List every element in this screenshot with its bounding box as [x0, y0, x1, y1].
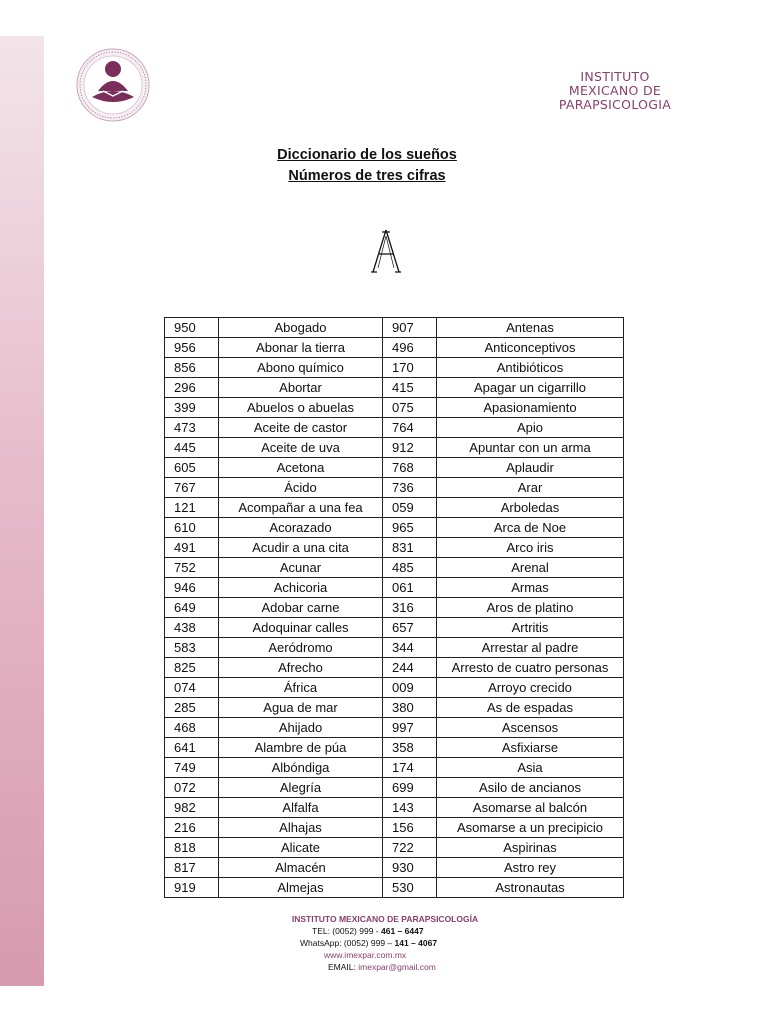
entry-number: 344	[383, 638, 437, 658]
table-row	[165, 478, 624, 498]
entry-number: 316	[383, 598, 437, 618]
table-row	[165, 318, 624, 338]
table-row	[165, 658, 624, 678]
footer-email: EMAIL: imexpar@gmail.com	[328, 962, 436, 972]
entry-number: 583	[165, 638, 219, 658]
entry-number: 156	[383, 818, 437, 838]
entry-number: 075	[383, 398, 437, 418]
title-line-2: Números de tres cifras	[288, 168, 446, 184]
entry-number: 930	[383, 858, 437, 878]
entry-number: 907	[383, 318, 437, 338]
entry-number: 438	[165, 618, 219, 638]
entry-word: Apasionamiento	[437, 398, 624, 418]
entry-number: 767	[165, 478, 219, 498]
table-row	[165, 338, 624, 358]
document-title	[232, 145, 502, 187]
table-row	[165, 438, 624, 458]
entry-word: Antibióticos	[437, 358, 624, 378]
entry-word: Ahijado	[219, 718, 383, 738]
entry-number: 496	[383, 338, 437, 358]
entry-word: Asilo de ancianos	[437, 778, 624, 798]
table-row	[165, 558, 624, 578]
entry-word: Asia	[437, 758, 624, 778]
table-row	[165, 458, 624, 478]
entry-number: 174	[383, 758, 437, 778]
entry-word: Albóndiga	[219, 758, 383, 778]
entry-word: África	[219, 678, 383, 698]
entry-word: Alfalfa	[219, 798, 383, 818]
entry-number: 473	[165, 418, 219, 438]
entry-word: Abono químico	[219, 358, 383, 378]
entry-number: 768	[383, 458, 437, 478]
entry-word: Almejas	[219, 878, 383, 898]
table-row	[165, 578, 624, 598]
entry-number: 121	[165, 498, 219, 518]
entry-number: 649	[165, 598, 219, 618]
entry-number: 817	[165, 858, 219, 878]
entry-word: Acorazado	[219, 518, 383, 538]
table-row	[165, 818, 624, 838]
entry-word: Arroyo crecido	[437, 678, 624, 698]
entry-word: Arresto de cuatro personas	[437, 658, 624, 678]
table-row	[165, 878, 624, 898]
entry-word: Apuntar con un arma	[437, 438, 624, 458]
entry-word: Afrecho	[219, 658, 383, 678]
entry-word: Abortar	[219, 378, 383, 398]
entry-number: 919	[165, 878, 219, 898]
entry-number: 605	[165, 458, 219, 478]
entry-number: 296	[165, 378, 219, 398]
entry-word: Armas	[437, 578, 624, 598]
entry-number: 415	[383, 378, 437, 398]
entry-word: Abogado	[219, 318, 383, 338]
entry-word: Arrestar al padre	[437, 638, 624, 658]
entry-number: 912	[383, 438, 437, 458]
entry-number: 074	[165, 678, 219, 698]
entry-word: Aspirinas	[437, 838, 624, 858]
entry-word: Almacén	[219, 858, 383, 878]
entry-word: Adobar carne	[219, 598, 383, 618]
entry-word: Aceite de castor	[219, 418, 383, 438]
footer-website-link[interactable]: www.imexpar.com.mx	[324, 950, 407, 960]
table-row	[165, 618, 624, 638]
entry-word: Asfixiarse	[437, 738, 624, 758]
entry-number: 061	[383, 578, 437, 598]
table-row	[165, 758, 624, 778]
entry-number: 170	[383, 358, 437, 378]
entry-word: Alicate	[219, 838, 383, 858]
table-row	[165, 598, 624, 618]
entry-word: Arboledas	[437, 498, 624, 518]
dream-dictionary-table	[164, 317, 624, 898]
entry-word: Achicoria	[219, 578, 383, 598]
table-row	[165, 858, 624, 878]
entry-word: Astro rey	[437, 858, 624, 878]
table-row	[165, 498, 624, 518]
entry-word: Arenal	[437, 558, 624, 578]
institute-line-3: PARAPSICOLOGIA	[558, 97, 672, 112]
entry-word: Arar	[437, 478, 624, 498]
entry-word: Acetona	[219, 458, 383, 478]
entry-word: Alambre de púa	[219, 738, 383, 758]
entry-word: Ácido	[219, 478, 383, 498]
entry-number: 825	[165, 658, 219, 678]
entry-word: Agua de mar	[219, 698, 383, 718]
footer-email-link[interactable]: imexpar@gmail.com	[358, 962, 436, 972]
entry-number: 722	[383, 838, 437, 858]
section-letter-a	[370, 228, 402, 274]
entry-number: 491	[165, 538, 219, 558]
entry-number: 764	[383, 418, 437, 438]
entry-word: Aplaudir	[437, 458, 624, 478]
entry-number: 009	[383, 678, 437, 698]
entry-number: 641	[165, 738, 219, 758]
title-line-1: Diccionario de los sueños	[277, 147, 457, 163]
entry-number: 059	[383, 498, 437, 518]
entry-word: Acompañar a una fea	[219, 498, 383, 518]
table-row	[165, 778, 624, 798]
table-row	[165, 798, 624, 818]
entry-number: 380	[383, 698, 437, 718]
entry-number: 831	[383, 538, 437, 558]
entry-number: 244	[383, 658, 437, 678]
side-decorative-band	[0, 36, 44, 986]
table-row	[165, 358, 624, 378]
footer-institute-name: INSTITUTO MEXICANO DE PARAPSICOLOGÍA	[291, 914, 479, 924]
entry-word: Adoquinar calles	[219, 618, 383, 638]
entry-word: Aros de platino	[437, 598, 624, 618]
entry-number: 285	[165, 698, 219, 718]
entry-number: 997	[383, 718, 437, 738]
entry-word: Apio	[437, 418, 624, 438]
entry-number: 699	[383, 778, 437, 798]
entry-word: Asomarse a un precipicio	[437, 818, 624, 838]
entry-word: Artritis	[437, 618, 624, 638]
entry-word: Abonar la tierra	[219, 338, 383, 358]
table-row	[165, 378, 624, 398]
table-row	[165, 838, 624, 858]
institute-line-2: MEXICANO DE	[568, 83, 662, 98]
entry-word: Aeródromo	[219, 638, 383, 658]
entry-word: Apagar un cigarrillo	[437, 378, 624, 398]
table-row	[165, 538, 624, 558]
entry-number: 485	[383, 558, 437, 578]
institute-line-1: INSTITUTO	[580, 69, 650, 84]
entry-number: 946	[165, 578, 219, 598]
entry-number: 956	[165, 338, 219, 358]
entry-number: 143	[383, 798, 437, 818]
entry-word: Astronautas	[437, 878, 624, 898]
entry-number: 965	[383, 518, 437, 538]
table-row	[165, 738, 624, 758]
entry-number: 818	[165, 838, 219, 858]
entry-word: Anticonceptivos	[437, 338, 624, 358]
table-row	[165, 698, 624, 718]
entry-number: 216	[165, 818, 219, 838]
entry-word: Antenas	[437, 318, 624, 338]
entry-number: 358	[383, 738, 437, 758]
entry-word: Abuelos o abuelas	[219, 398, 383, 418]
entry-word: Alhajas	[219, 818, 383, 838]
entry-number: 072	[165, 778, 219, 798]
table-row	[165, 398, 624, 418]
entry-word: Acudir a una cita	[219, 538, 383, 558]
institute-logo-icon	[70, 47, 156, 123]
entry-word: Aceite de uva	[219, 438, 383, 458]
entry-word: Acunar	[219, 558, 383, 578]
entry-number: 749	[165, 758, 219, 778]
entry-word: Asomarse al balcón	[437, 798, 624, 818]
entry-number: 657	[383, 618, 437, 638]
entry-number: 399	[165, 398, 219, 418]
entry-word: Alegría	[219, 778, 383, 798]
table-row	[165, 718, 624, 738]
footer-phone: TEL: (0052) 999 - 461 – 6447	[312, 926, 424, 936]
table-row	[165, 638, 624, 658]
entry-number: 610	[165, 518, 219, 538]
footer-whatsapp: WhatsApp: (0052) 999 – 141 – 4067	[300, 938, 438, 948]
entry-number: 445	[165, 438, 219, 458]
entry-number: 530	[383, 878, 437, 898]
contact-footer	[250, 913, 520, 973]
entry-word: Arco iris	[437, 538, 624, 558]
entry-word: Arca de Noe	[437, 518, 624, 538]
table-row	[165, 518, 624, 538]
entry-number: 982	[165, 798, 219, 818]
institute-name-header	[540, 70, 690, 112]
table-row	[165, 418, 624, 438]
entry-number: 468	[165, 718, 219, 738]
entry-number: 752	[165, 558, 219, 578]
table-row	[165, 678, 624, 698]
entry-word: Ascensos	[437, 718, 624, 738]
entry-number: 856	[165, 358, 219, 378]
entry-word: As de espadas	[437, 698, 624, 718]
entry-number: 736	[383, 478, 437, 498]
entry-number: 950	[165, 318, 219, 338]
